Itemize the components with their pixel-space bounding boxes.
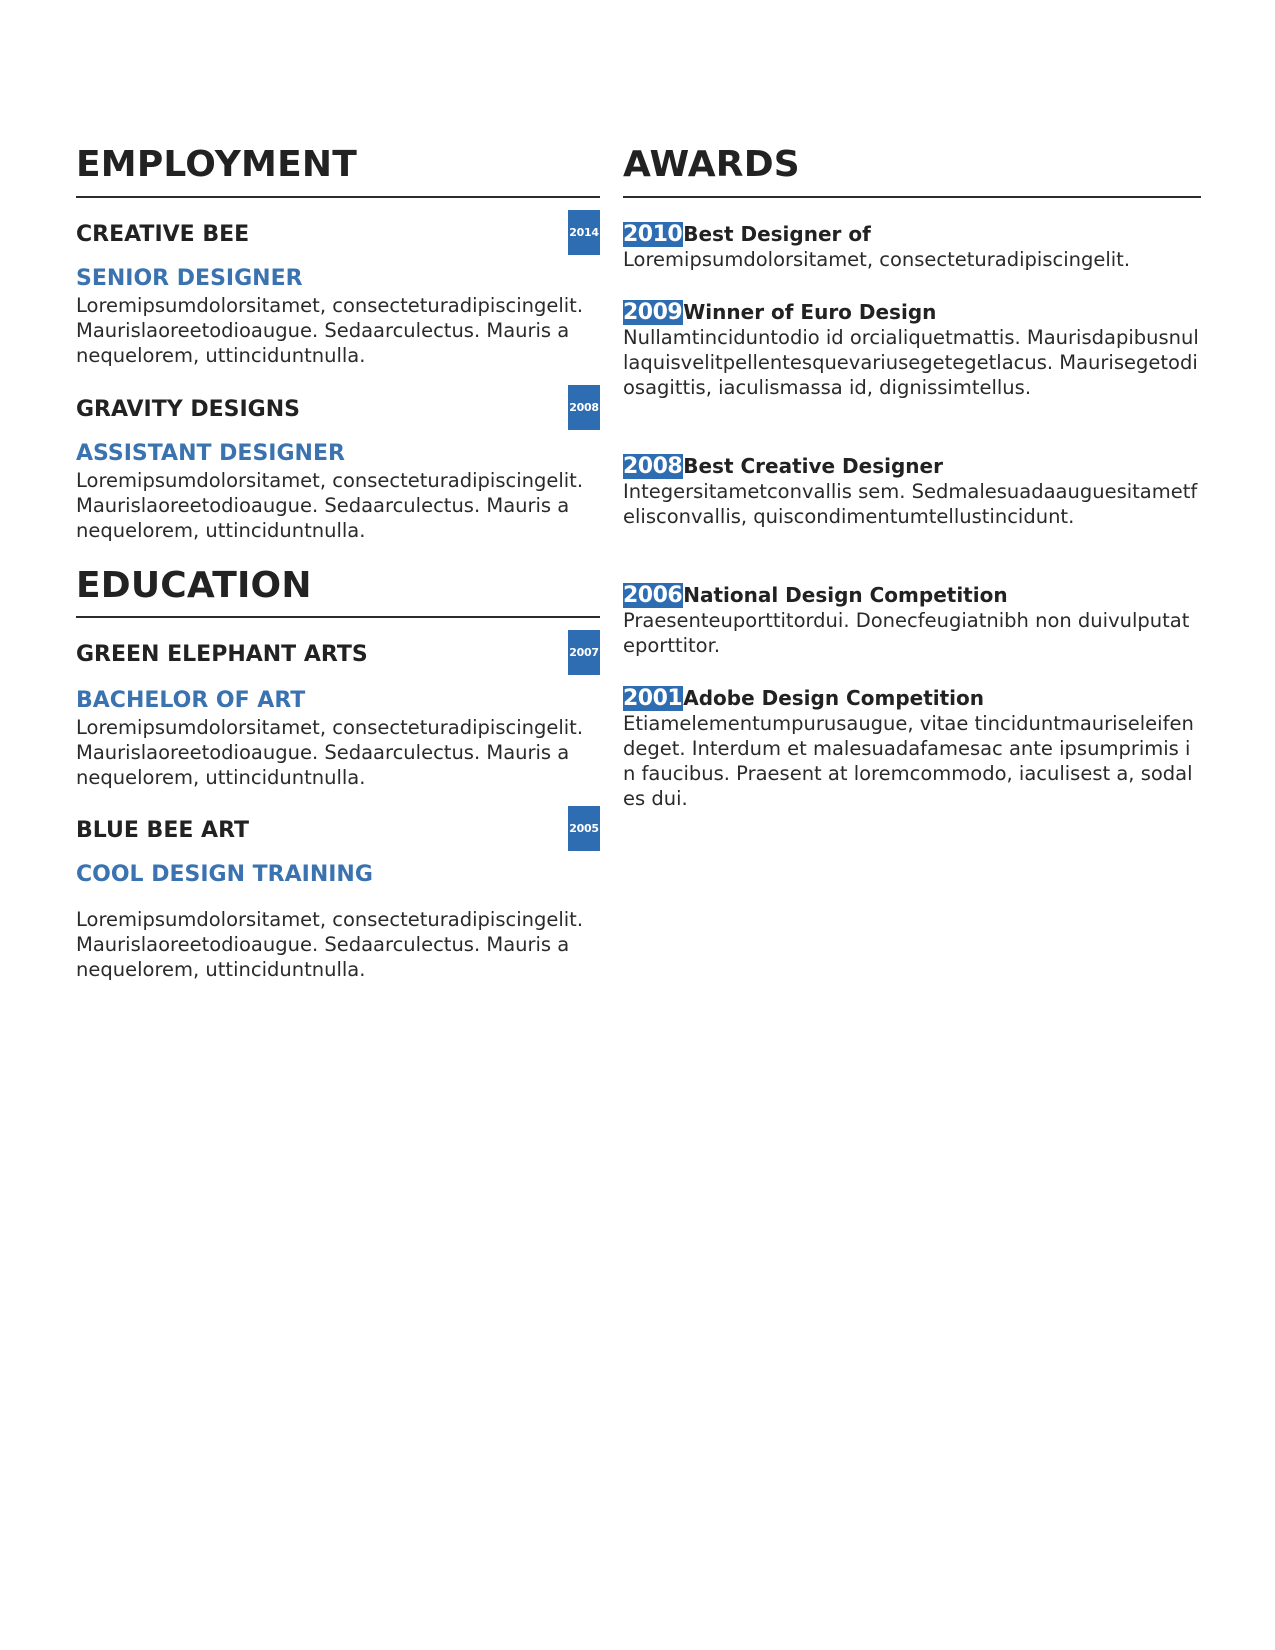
award-description: Nullamtinciduntodio id orcialiquetmattis. Maurisdapibusnullaquisvelitpellentesquevariusegetegetlacus. Maurisegetodiosagittis, iaculismassa id, dignissimtellus. (623, 326, 1199, 399)
employment-heading: EMPLOYMENT (76, 144, 357, 185)
award-title: National Design Competition (683, 583, 1008, 607)
degree-title: BACHELOR OF ART (76, 688, 306, 713)
awards-divider (623, 196, 1201, 198)
employer-name: CREATIVE BEE (76, 222, 250, 247)
education-description: Loremipsumdolorsitamet, consecteturadipiscingelit. Maurislaoreetodioaugue. Sedaarculectus. Mauris a nequelorem, uttinciduntnulla. (76, 908, 584, 981)
award-description: Loremipsumdolorsitamet, consecteturadipiscingelit. (623, 248, 1131, 271)
job-description: Loremipsumdolorsitamet, consecteturadipiscingelit. Maurislaoreetodioaugue. Sedaarculectus. Mauris a nequelorem, uttinciduntnulla. (76, 469, 584, 542)
award-item (623, 222, 1201, 272)
school-name: GREEN ELEPHANT ARTS (76, 642, 368, 667)
award-description: Etiamelementumpurusaugue, vitae tinciduntmauriseleifendeget. Interdum et malesuadafamesac ante ipsumprimis in faucibus. Praesent at loremcommodo, iaculisest a, sodales dui. (623, 712, 1194, 810)
award-item (623, 583, 1201, 658)
education-divider (76, 616, 600, 618)
employment-divider (76, 196, 600, 198)
award-title: Adobe Design Competition (683, 686, 985, 710)
award-title: Best Designer of (683, 222, 871, 246)
award-header (623, 686, 1201, 711)
school-name: BLUE BEE ART (76, 818, 250, 843)
award-description: Praesenteuporttitordui. Donecfeugiatnibh non duivulputateporttitor. (623, 609, 1190, 657)
job-description: Loremipsumdolorsitamet, consecteturadipiscingelit. Maurislaoreetodioaugue. Sedaarculectus. Mauris a nequelorem, uttinciduntnulla. (76, 294, 584, 367)
award-year-badge: 2001 (623, 686, 683, 711)
year-badge: 2014 (568, 210, 600, 255)
award-year-badge: 2009 (623, 300, 683, 325)
award-year-badge: 2008 (623, 454, 683, 479)
degree-title: COOL DESIGN TRAINING (76, 862, 373, 887)
employer-name: GRAVITY DESIGNS (76, 397, 300, 422)
award-item (623, 300, 1201, 400)
education-description: Loremipsumdolorsitamet, consecteturadipiscingelit. Maurislaoreetodioaugue. Sedaarculectus. Mauris a nequelorem, uttinciduntnulla. (76, 716, 584, 789)
awards-heading: AWARDS (623, 144, 800, 185)
award-description: Integersitametconvallis sem. Sedmalesuadaauguesitametfelisconvallis, quiscondimentumtellustincidunt. (623, 480, 1198, 528)
education-heading: EDUCATION (76, 565, 312, 606)
job-title: ASSISTANT DESIGNER (76, 441, 345, 466)
award-header (623, 454, 1201, 479)
award-item (623, 454, 1201, 529)
award-header (623, 583, 1201, 608)
award-title: Winner of Euro Design (683, 300, 937, 324)
award-title: Best Creative Designer (683, 454, 943, 478)
job-title: SENIOR DESIGNER (76, 266, 303, 291)
award-header (623, 222, 1201, 247)
award-item (623, 686, 1201, 811)
award-year-badge: 2010 (623, 222, 683, 247)
year-badge: 2005 (568, 806, 600, 851)
year-badge: 2007 (568, 630, 600, 675)
award-year-badge: 2006 (623, 583, 683, 608)
year-badge: 2008 (568, 385, 600, 430)
award-header (623, 300, 1201, 325)
